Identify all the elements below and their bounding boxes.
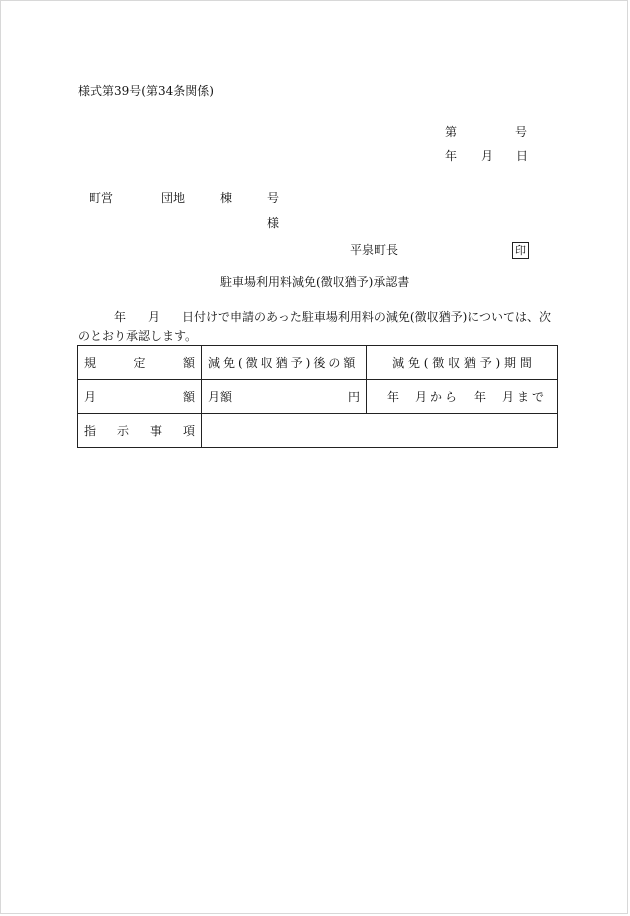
cell-text: 額: [182, 390, 195, 404]
approval-table: [77, 345, 558, 448]
cell-text: 月から: [415, 390, 461, 404]
cell-period-value: [367, 380, 558, 414]
doc-number-suffix: 号: [515, 125, 528, 139]
cell-text: 示: [116, 424, 129, 438]
recipient-building: 棟: [220, 191, 233, 205]
cell-text: 年: [474, 390, 487, 404]
cell-text: 規: [84, 356, 97, 370]
cell-text: 月額: [208, 390, 233, 404]
cell-text: 定: [133, 356, 146, 370]
cell-text: 指: [84, 424, 97, 438]
document-title: 駐車場利用料減免(徴収猶予)承認書: [220, 275, 410, 289]
cell-instructions-label: [78, 414, 202, 448]
table-row: [78, 414, 558, 448]
cell-text: 項: [182, 424, 195, 438]
cell-text: 年: [387, 390, 400, 404]
cell-period-header: 減 免 ( 徴 収 猶 予 ) 期 間: [367, 346, 558, 380]
recipient-town-housing: 町営: [89, 191, 114, 205]
body-month: 月: [148, 310, 161, 324]
cell-text: 事: [149, 424, 162, 438]
cell-instructions-value: [202, 414, 558, 448]
date-year: 年: [445, 149, 458, 163]
date-month: 月: [481, 149, 494, 163]
cell-monthly-amount-label: [78, 380, 202, 414]
cell-text: 月まで: [502, 390, 548, 404]
recipient-honorific: 様: [267, 216, 280, 230]
recipient-unit: 号: [267, 191, 280, 205]
doc-number-prefix: 第: [445, 125, 458, 139]
seal-mark: 印: [512, 242, 529, 259]
form-number: 様式第39号(第34条関係): [78, 84, 214, 98]
recipient-complex: 団地: [161, 191, 186, 205]
cell-text: 額: [182, 356, 195, 370]
table-row: [78, 346, 558, 380]
body-text-line1: 日付けで申請のあった駐車場利用料の減免(徴収猶予)については、次: [182, 310, 552, 324]
cell-text: 円: [347, 390, 360, 404]
cell-text: 月: [84, 390, 97, 404]
issuer-name: 平泉町長: [350, 243, 399, 257]
date-day: 日: [516, 149, 529, 163]
table-row: [78, 380, 558, 414]
cell-monthly-amount-value: [202, 380, 367, 414]
cell-fixed-amount-header: [78, 346, 202, 380]
cell-reduced-amount-header: 減免(徴収猶予)後の額: [202, 346, 367, 380]
body-text-line2: のとおり承認します。: [78, 329, 198, 343]
body-year: 年: [114, 310, 127, 324]
body-paragraph: [78, 308, 558, 346]
